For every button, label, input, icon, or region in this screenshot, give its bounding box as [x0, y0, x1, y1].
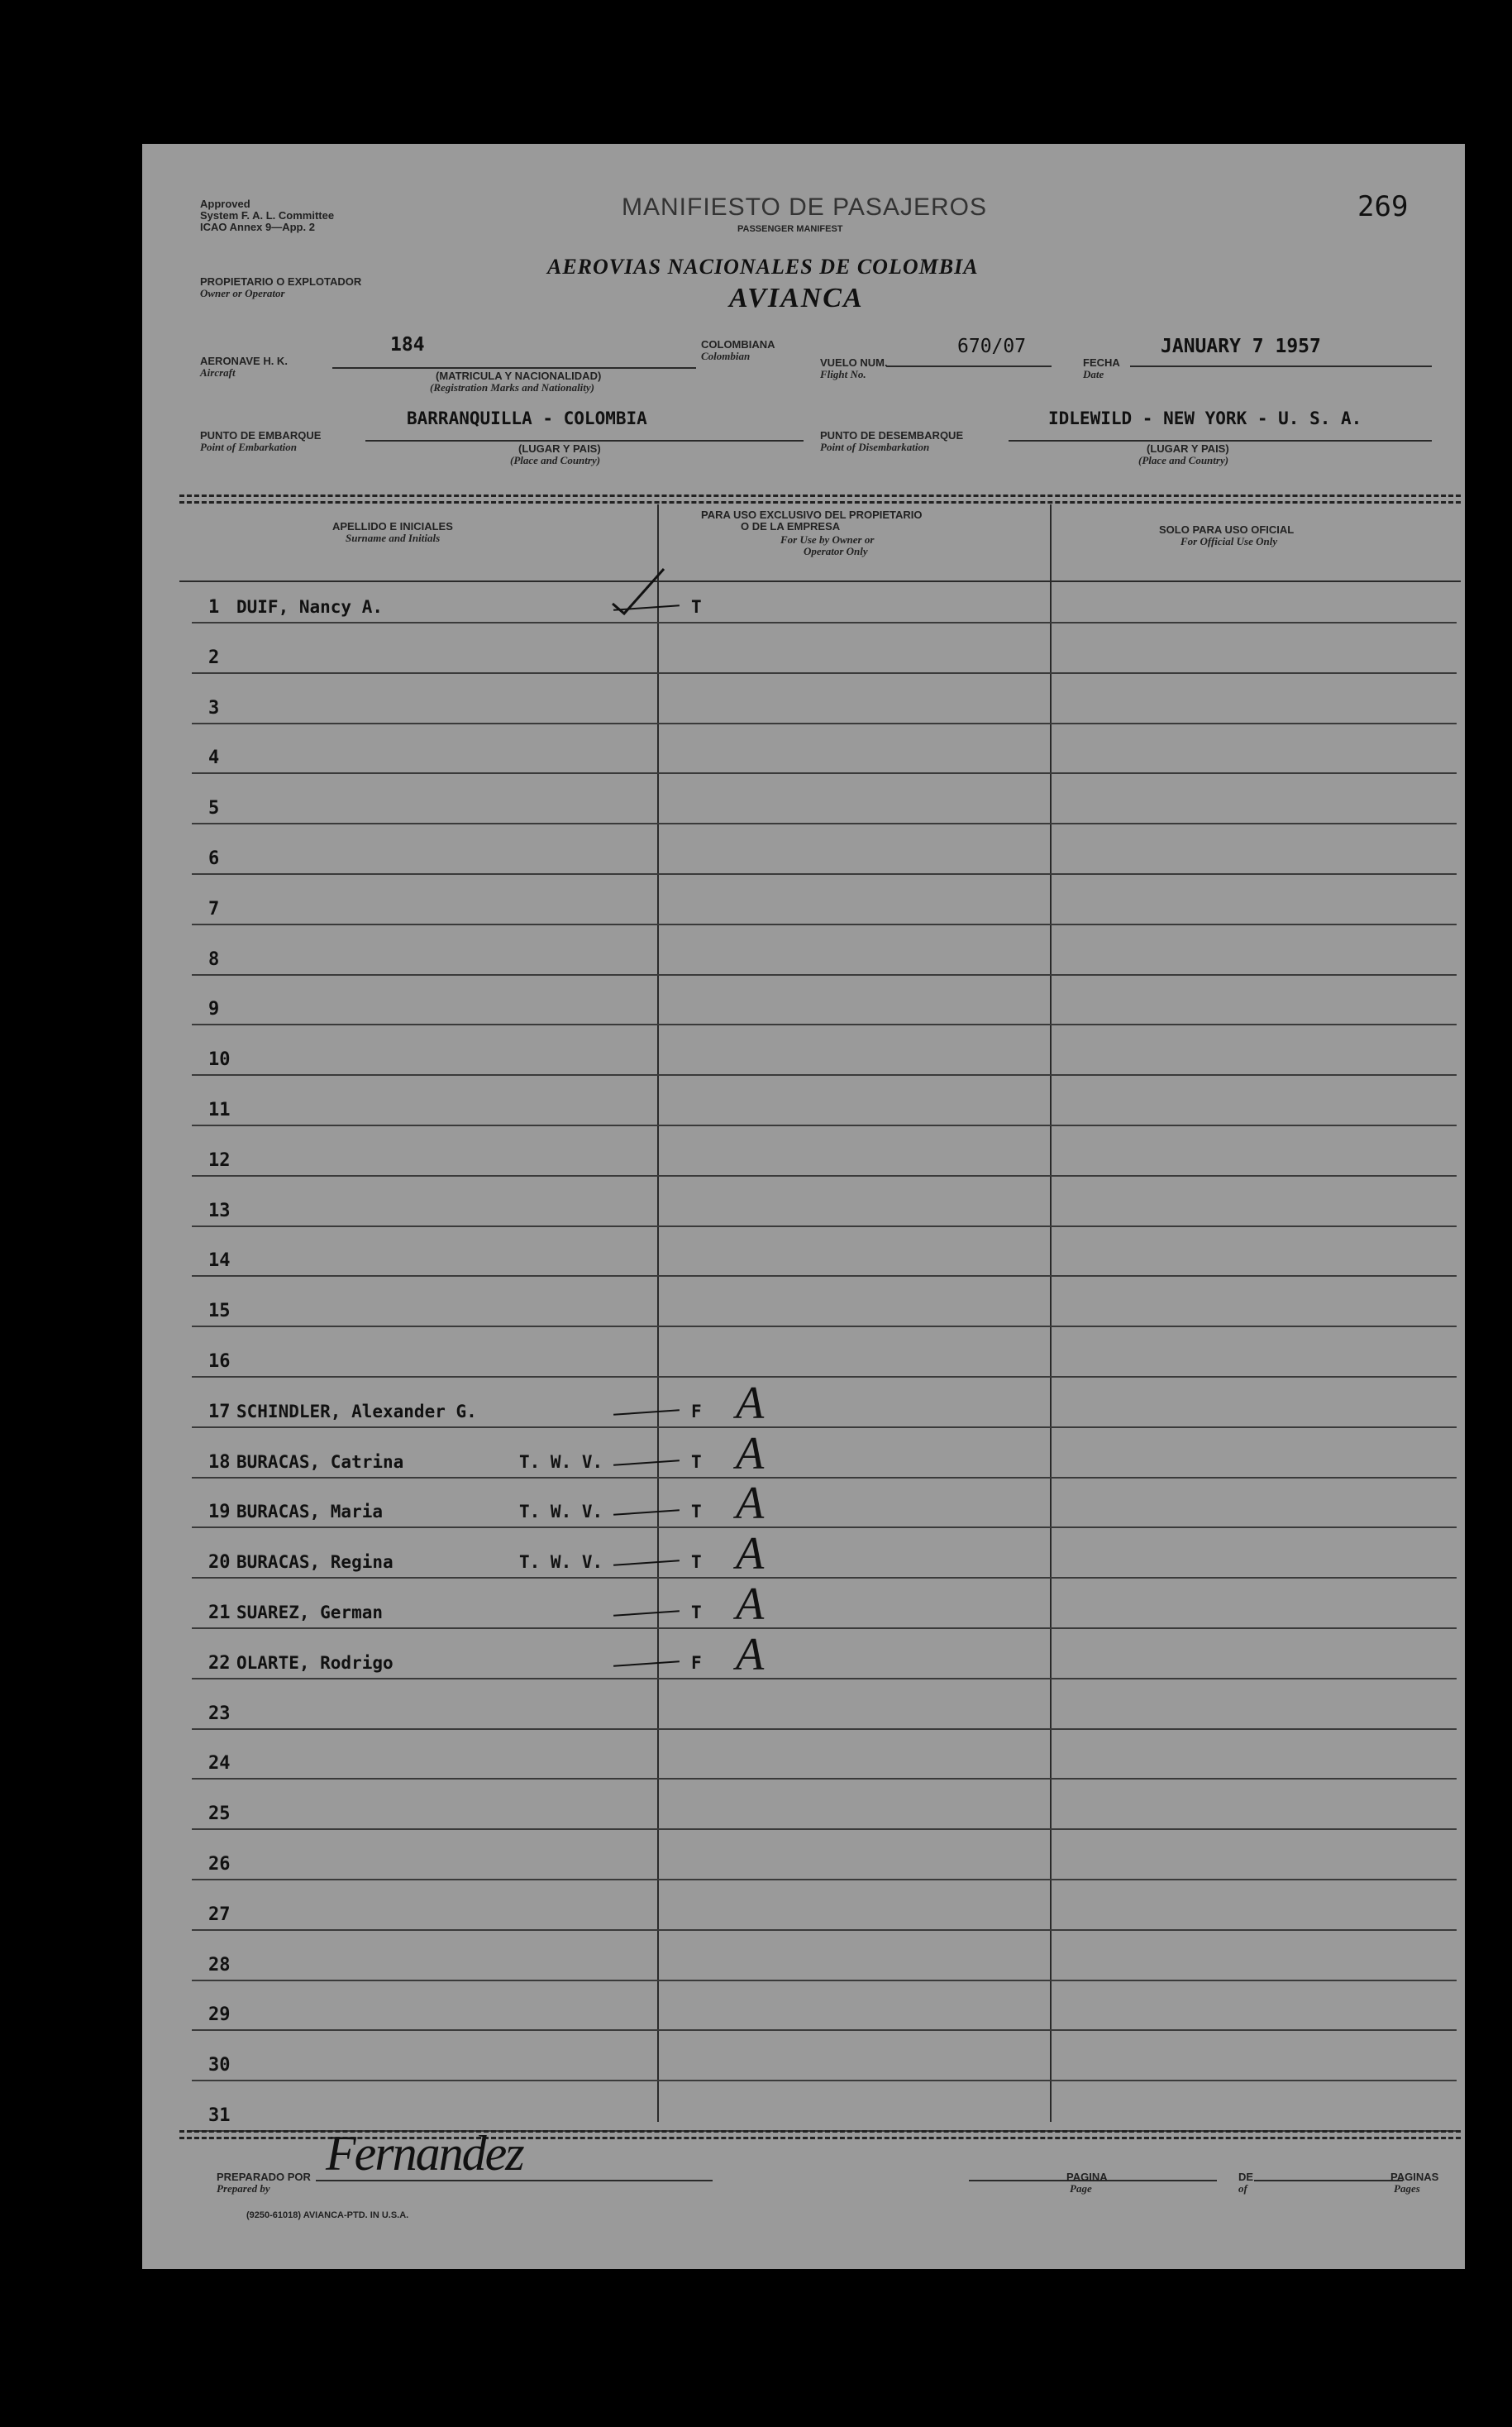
airline-short: AVIANCA [729, 283, 864, 313]
handwritten-mark: A [736, 1427, 765, 1479]
row-number: 3 [208, 697, 220, 719]
form-subtitle: PASSENGER MANIFEST [737, 224, 843, 234]
row-number: 15 [208, 1301, 231, 1322]
row-rule [192, 1477, 1457, 1479]
row-number: 31 [208, 2105, 231, 2126]
row-rule [192, 1225, 1457, 1227]
row-number: 29 [208, 2004, 231, 2026]
pen-stroke [613, 1460, 680, 1466]
passenger-visa: T. W. V. [519, 1451, 603, 1472]
passenger-name: BURACAS, Maria [236, 1502, 384, 1522]
row-rule [192, 1275, 1457, 1277]
owner-code: T [691, 1603, 702, 1622]
page-number: 269 [1357, 190, 1409, 223]
owner-code: T [691, 1502, 702, 1522]
owner-code: F [691, 1401, 702, 1421]
embarkation-value: BARRANQUILLA - COLOMBIA [407, 408, 647, 428]
of-label: DE [1238, 2171, 1254, 2183]
prepared-label: PREPARADO POR [217, 2171, 311, 2183]
flight-label-en: Flight No. [820, 368, 866, 380]
col-name-header: APELLIDO E INICIALES [332, 520, 453, 533]
approval-line-2: System F. A. L. Committee [200, 209, 335, 222]
row-rule [192, 1980, 1457, 1981]
disembarkation-sub: (LUGAR Y PAIS) [1147, 442, 1229, 455]
preparer-signature: Fernandez [326, 2126, 523, 2181]
row-rule [192, 2080, 1457, 2081]
row-number: 2 [208, 647, 220, 668]
disembarkation-sub-en: (Place and Country) [1138, 454, 1229, 466]
aircraft-label: AERONAVE H. K. [200, 355, 288, 367]
row-rule [192, 1175, 1457, 1177]
row-number: 9 [208, 999, 220, 1020]
form-title: MANIFIESTO DE PASAJEROS [622, 193, 987, 221]
row-number: 25 [208, 1804, 231, 1825]
row-rule [192, 1426, 1457, 1428]
date-value: JANUARY 7 1957 [1161, 336, 1321, 357]
passenger-name: DUIF, Nancy A. [236, 597, 384, 617]
row-rule [192, 1074, 1457, 1076]
row-number: 27 [208, 1904, 231, 1925]
embarkation-sub-en: (Place and Country) [510, 454, 601, 466]
row-rule [192, 1024, 1457, 1025]
nationality: COLOMBIANA [701, 338, 775, 351]
page-label-en: Page [1070, 2182, 1092, 2195]
row-rule [192, 1879, 1457, 1880]
row-number: 26 [208, 1854, 231, 1875]
disembarkation-label: PUNTO DE DESEMBARQUE [820, 429, 964, 442]
date-label-en: Date [1083, 368, 1104, 380]
approval-line-3: ICAO Annex 9—App. 2 [200, 221, 315, 233]
owner-label-en: Owner or Operator [200, 287, 285, 299]
row-rule [192, 823, 1457, 824]
embarkation-label-en: Point of Embarkation [200, 441, 298, 453]
pages-label: PAGINAS [1390, 2171, 1439, 2183]
flight-value: 670/07 [957, 336, 1027, 357]
passenger-visa: T. W. V. [519, 1552, 603, 1573]
approval-line-1: Approved [200, 198, 250, 210]
disembarkation-value: IDLEWILD - NEW YORK - U. S. A. [1048, 408, 1362, 428]
row-number: 23 [208, 1703, 231, 1724]
row-number: 6 [208, 848, 220, 869]
passenger-name: BURACAS, Catrina [236, 1451, 404, 1472]
row-number: 10 [208, 1049, 231, 1071]
row-rule [192, 1376, 1457, 1378]
owner-code: T [691, 597, 702, 617]
row-number: 28 [208, 1954, 231, 1976]
pen-stroke [613, 1560, 680, 1566]
prepared-label-en: Prepared by [217, 2182, 270, 2195]
aircraft-value: 184 [390, 334, 425, 356]
row-rule [192, 924, 1457, 925]
row-number: 17 [208, 1401, 231, 1422]
pen-stroke [613, 1610, 680, 1617]
owner-code: F [691, 1652, 702, 1673]
row-number: 1 [208, 597, 220, 618]
row-rule [192, 1125, 1457, 1126]
pen-stroke [613, 1409, 680, 1416]
row-rule [192, 1577, 1457, 1579]
row-number: 13 [208, 1200, 231, 1221]
row-number: 5 [208, 798, 220, 819]
col-owner-header-1: PARA USO EXCLUSIVO DEL PROPIETARIO [701, 509, 923, 521]
row-number: 12 [208, 1149, 231, 1171]
passenger-name: BURACAS, Regina [236, 1552, 394, 1573]
pages-label-en: Pages [1394, 2182, 1420, 2195]
disembarkation-label-en: Point of Disembarkation [820, 441, 930, 453]
row-rule [192, 1326, 1457, 1327]
airline-name: AEROVIAS NACIONALES DE COLOMBIA [547, 255, 979, 279]
embarkation-label: PUNTO DE EMBARQUE [200, 429, 322, 442]
row-rule [192, 723, 1457, 724]
row-number: 18 [208, 1451, 231, 1473]
flight-label: VUELO NUM. [820, 356, 888, 369]
pen-stroke [613, 1660, 680, 1667]
row-number: 30 [208, 2055, 231, 2076]
row-number: 7 [208, 898, 220, 920]
row-number: 22 [208, 1652, 231, 1674]
owner-code: T [691, 1552, 702, 1573]
row-number: 8 [208, 948, 220, 970]
date-label: FECHA [1083, 356, 1120, 369]
passenger-name: SUAREZ, German [236, 1603, 384, 1622]
manifest-sheet [142, 144, 1465, 2269]
row-number: 11 [208, 1100, 231, 1120]
col-official-header: SOLO PARA USO OFICIAL [1159, 523, 1295, 536]
row-rule [192, 622, 1457, 623]
handwritten-mark: A [736, 1579, 765, 1630]
col-name-header-en: Surname and Initials [346, 532, 441, 544]
row-rule [192, 1929, 1457, 1931]
passenger-name: OLARTE, Rodrigo [236, 1652, 394, 1673]
handwritten-mark: A [736, 1628, 765, 1680]
row-rule [192, 1828, 1457, 1830]
aircraft-sub: (MATRICULA Y NACIONALIDAD) [436, 370, 602, 382]
row-rule [192, 2029, 1457, 2031]
row-rule [192, 1728, 1457, 1730]
handwritten-mark: A [736, 1528, 765, 1580]
row-number: 24 [208, 1753, 231, 1775]
owner-label: PROPIETARIO O EXPLOTADOR [200, 275, 362, 288]
handwritten-mark: A [736, 1377, 765, 1429]
check-mark-icon [609, 567, 667, 620]
page-label: PAGINA [1066, 2171, 1108, 2183]
row-rule [192, 1526, 1457, 1528]
passenger-visa: T. W. V. [519, 1502, 603, 1522]
row-rule [192, 1627, 1457, 1629]
row-rule [192, 1778, 1457, 1780]
row-number: 14 [208, 1250, 231, 1272]
row-rule [192, 1678, 1457, 1679]
pen-stroke [613, 1510, 680, 1517]
row-rule [192, 772, 1457, 774]
of-label-en: of [1238, 2182, 1247, 2195]
owner-code: T [691, 1451, 702, 1472]
col-owner-header-en-1: For Use by Owner or [780, 533, 875, 546]
aircraft-label-en: Aircraft [200, 366, 236, 379]
row-number: 16 [208, 1351, 231, 1372]
handwritten-mark: A [736, 1478, 765, 1530]
row-rule [192, 672, 1457, 674]
col-owner-header-2: O DE LA EMPRESA [741, 520, 841, 533]
row-number: 19 [208, 1502, 231, 1523]
aircraft-sub-en: (Registration Marks and Nationality) [430, 381, 594, 394]
nationality-en: Colombian [701, 350, 751, 362]
row-number: 4 [208, 748, 220, 769]
col-official-header-en: For Official Use Only [1181, 535, 1278, 547]
row-number: 21 [208, 1603, 231, 1623]
row-number: 20 [208, 1552, 231, 1574]
col-owner-header-en-2: Operator Only [804, 545, 868, 557]
embarkation-sub: (LUGAR Y PAIS) [518, 442, 601, 455]
row-rule [192, 873, 1457, 875]
row-rule [192, 974, 1457, 976]
imprint: (9250-61018) AVIANCA-PTD. IN U.S.A. [246, 2210, 409, 2220]
passenger-name: SCHINDLER, Alexander G. [236, 1401, 477, 1421]
